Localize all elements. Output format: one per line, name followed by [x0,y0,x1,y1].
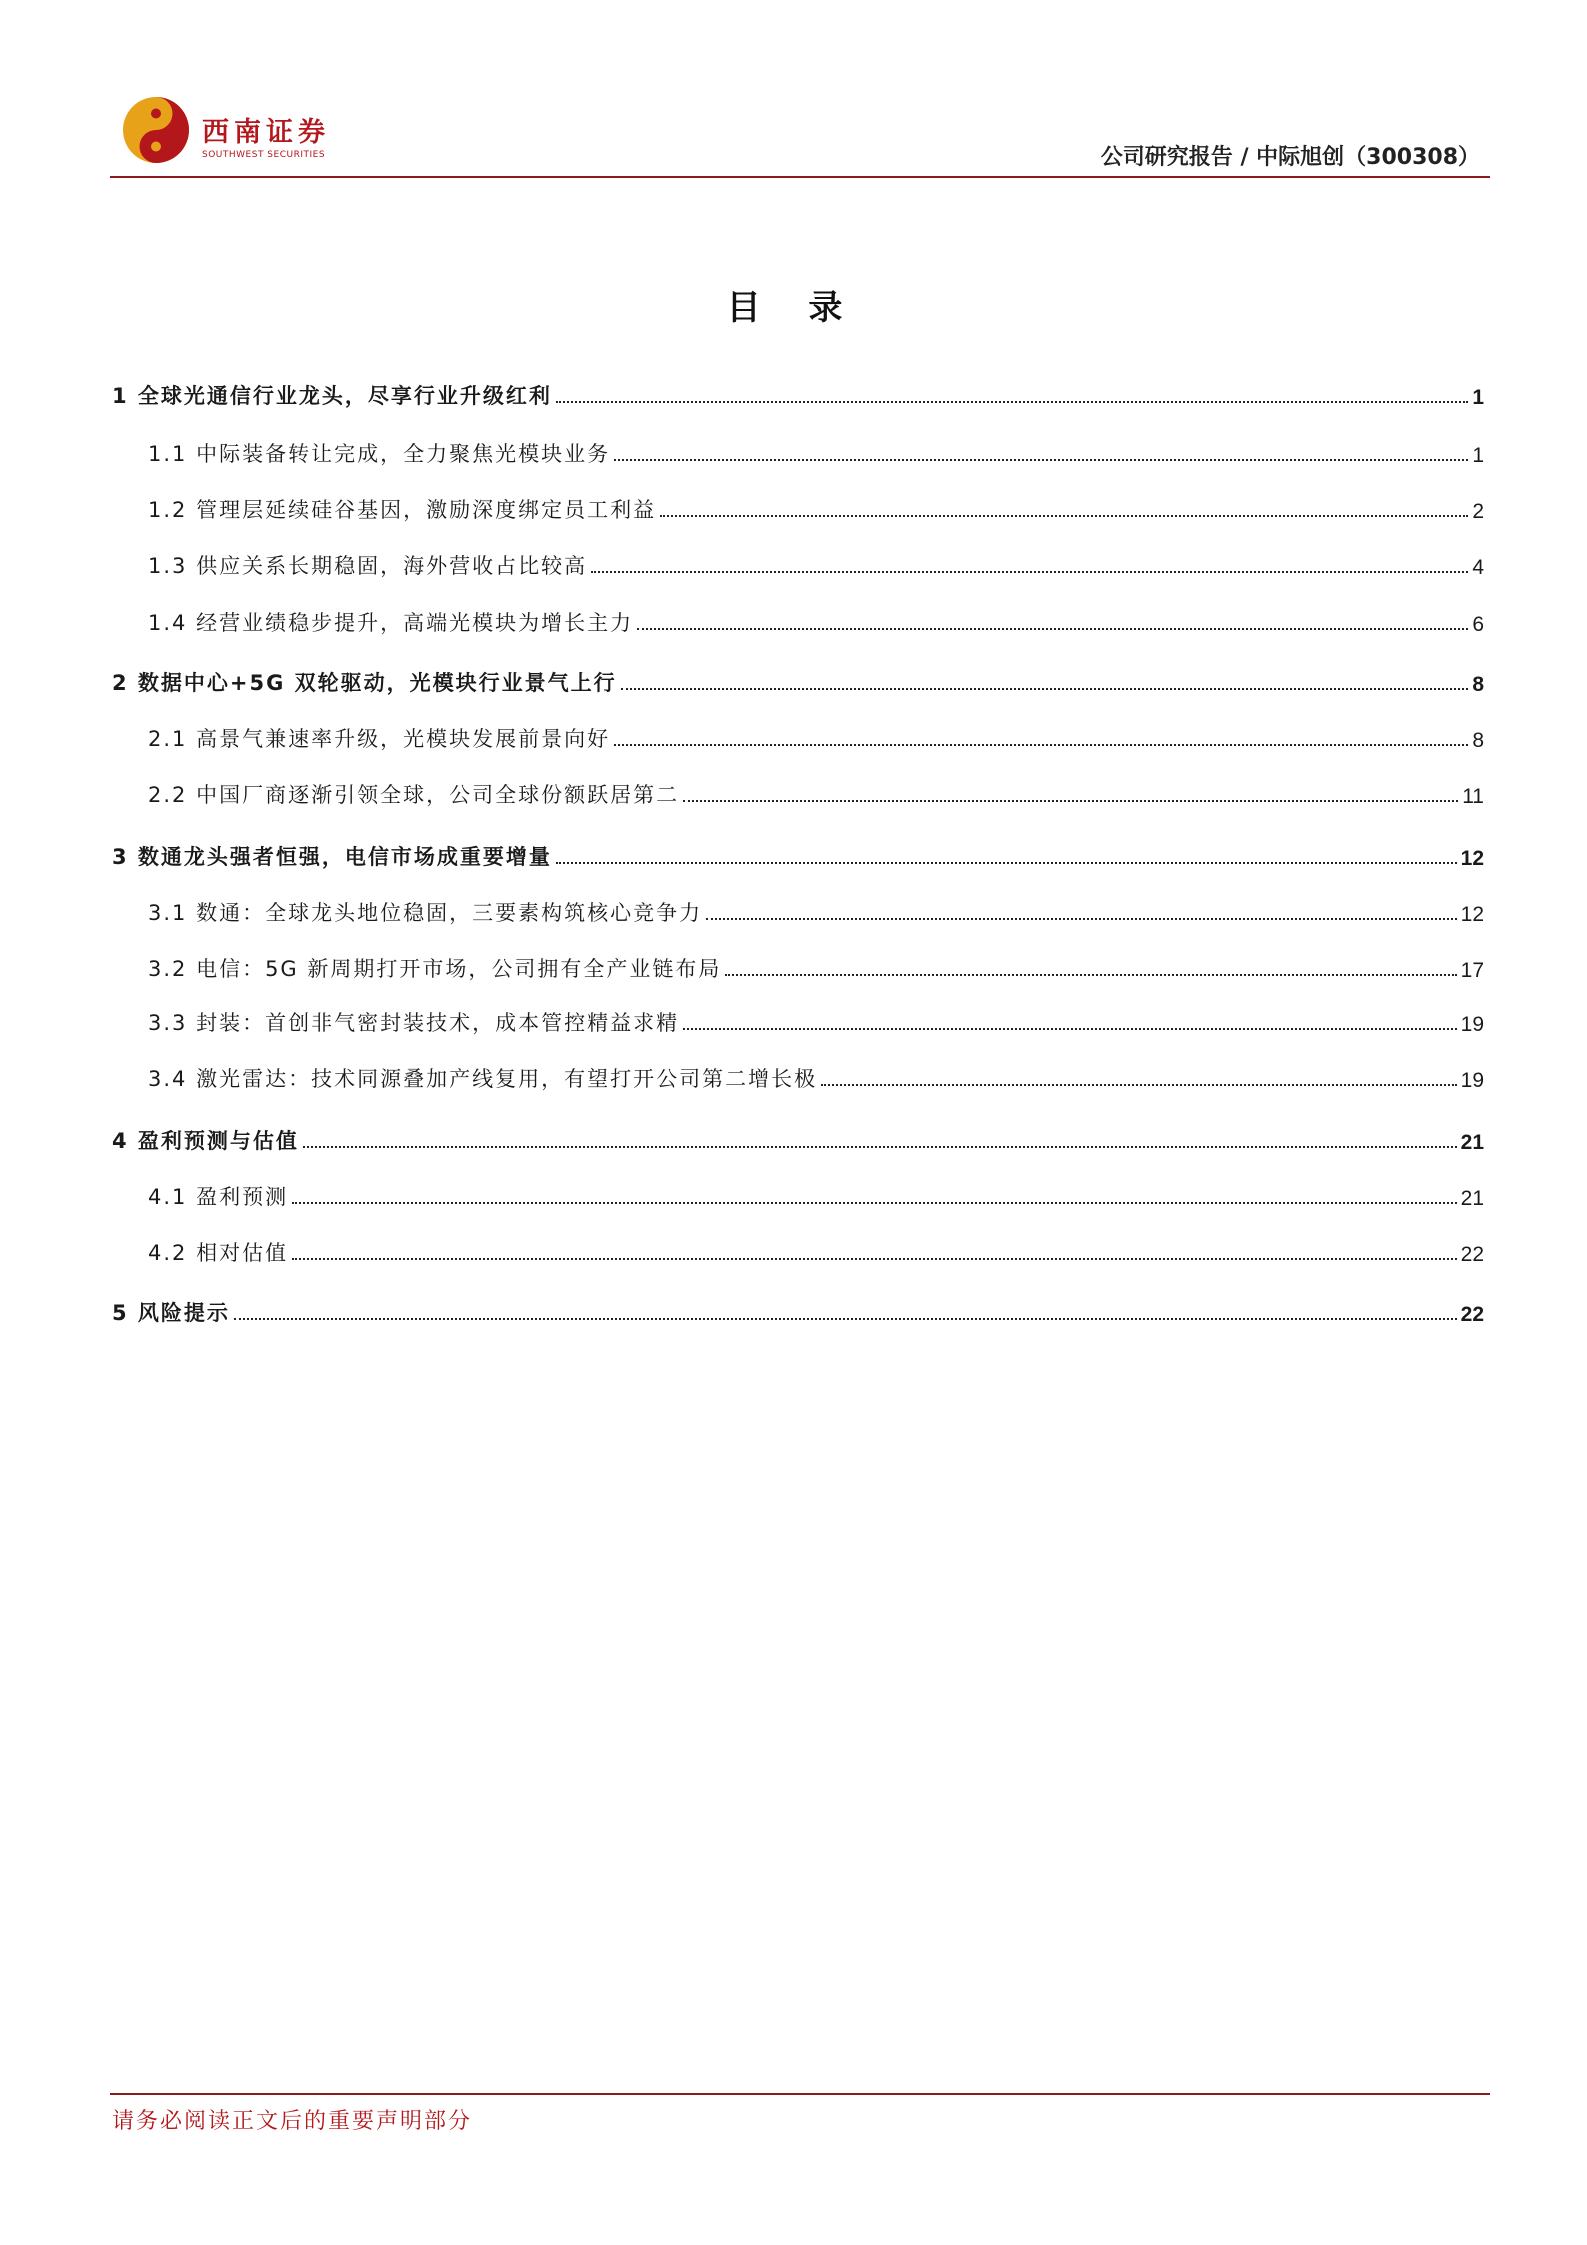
header-divider [110,176,1490,178]
footer-divider [110,2093,1490,2095]
toc-entry-page-number: 12 [1460,903,1484,926]
toc-entry-label: 1.4 经营业绩稳步提升，高端光模块为增长主力 [148,611,634,635]
toc-dot-leader [621,688,1469,690]
toc-entry-page-number: 11 [1462,785,1484,808]
toc-entry-label: 3.3 封装：首创非气密封装技术，成本管控精益求精 [148,1011,680,1035]
toc-entry-page-number: 4 [1472,556,1484,579]
toc-section-entry[interactable] [112,663,1484,697]
toc-entry-label: 3.4 激光雷达：技术同源叠加产线复用，有望打开公司第二增长极 [148,1067,818,1091]
toc-entry-page-number: 2 [1472,500,1484,523]
toc-dot-leader [591,571,1468,573]
footer-disclaimer-note: 请务必阅读正文后的重要声明部分 [112,2109,473,2134]
toc-entry-page-number: 1 [1472,444,1484,467]
logo-chinese-name: 西南证券 [202,117,330,148]
toc-subsection-entry[interactable] [112,1233,1484,1267]
toc-entry-page-number: 21 [1460,1187,1484,1210]
toc-dot-leader [660,515,1468,517]
toc-subsection-entry[interactable] [112,775,1484,809]
toc-dot-leader [637,628,1468,630]
toc-entry-label: 2.2 中国厂商逐渐引领全球，公司全球份额跃居第二 [148,783,680,807]
toc-section-entry[interactable] [112,1293,1484,1327]
toc-entry-label: 4.2 相对估值 [148,1241,289,1265]
toc-section-entry[interactable] [112,1121,1484,1155]
toc-entry-label: 4.1 盈利预测 [148,1185,289,1209]
toc-entry-page-number: 8 [1472,729,1484,752]
toc-subsection-entry[interactable] [112,1059,1484,1093]
toc-entry-page-number: 6 [1472,613,1484,636]
toc-entry-label: 3.1 数通：全球龙头地位稳固，三要素构筑核心竞争力 [148,901,703,925]
toc-subsection-entry[interactable] [112,603,1484,637]
toc-entry-page-number: 19 [1460,1069,1484,1092]
toc-dot-leader [303,1146,1457,1148]
toc-dot-leader [556,862,1457,864]
toc-dot-leader [234,1318,1457,1320]
toc-entry-page-number: 17 [1460,959,1484,982]
toc-dot-leader [292,1258,1457,1260]
toc-entry-label: 2 数据中心+5G 双轮驱动，光模块行业景气上行 [112,671,617,695]
toc-dot-leader [706,918,1457,920]
toc-dot-leader [614,459,1468,461]
toc-subsection-entry[interactable] [112,490,1484,524]
toc-entry-page-number: 12 [1460,847,1484,870]
toc-entry-label: 1 全球光通信行业龙头，尽享行业升级红利 [112,384,552,408]
toc-section-entry[interactable] [112,837,1484,871]
company-logo [120,94,360,166]
toc-entry-label: 2.1 高景气兼速率升级，光模块发展前景向好 [148,727,611,751]
report-identifier: 公司研究报告 / 中际旭创（300308） [1100,145,1480,170]
toc-entry-label: 5 风险提示 [112,1301,230,1325]
toc-entry-label: 1.2 管理层延续硅谷基因，激励深度绑定员工利益 [148,498,657,522]
toc-entry-page-number: 21 [1460,1131,1484,1154]
toc-subsection-entry[interactable] [112,893,1484,927]
toc-entry-label: 3.2 电信：5G 新周期打开市场，公司拥有全产业链布局 [148,957,722,981]
toc-subsection-entry[interactable] [112,719,1484,753]
toc-subsection-entry[interactable] [112,1177,1484,1211]
toc-entry-label: 3 数通龙头强者恒强，电信市场成重要增量 [112,845,552,869]
logo-emblem-icon [120,94,192,166]
toc-dot-leader [614,744,1468,746]
toc-subsection-entry[interactable] [112,1003,1484,1037]
toc-section-entry[interactable] [112,376,1484,410]
toc-entry-label: 1.1 中际装备转让完成，全力聚焦光模块业务 [148,442,611,466]
toc-entry-page-number: 19 [1460,1013,1484,1036]
toc-entry-label: 4 盈利预测与估值 [112,1129,299,1153]
toc-dot-leader [683,800,1458,802]
toc-dot-leader [725,974,1456,976]
toc-entry-page-number: 8 [1472,673,1484,696]
toc-subsection-entry[interactable] [112,949,1484,983]
toc-subsection-entry[interactable] [112,546,1484,580]
toc-entry-label: 1.3 供应关系长期稳固，海外营收占比较高 [148,554,588,578]
page-header [110,90,1490,178]
toc-subsection-entry[interactable] [112,434,1484,468]
toc-dot-leader [683,1028,1457,1030]
toc-dot-leader [556,401,1468,403]
toc-title: 目 录 [726,288,861,328]
toc-entry-page-number: 1 [1472,386,1484,409]
toc-entry-page-number: 22 [1460,1243,1484,1266]
toc-dot-leader [292,1202,1457,1204]
toc-dot-leader [821,1084,1457,1086]
logo-english-name: SOUTHWEST SECURITIES [202,150,326,160]
toc-entry-page-number: 22 [1460,1303,1484,1326]
